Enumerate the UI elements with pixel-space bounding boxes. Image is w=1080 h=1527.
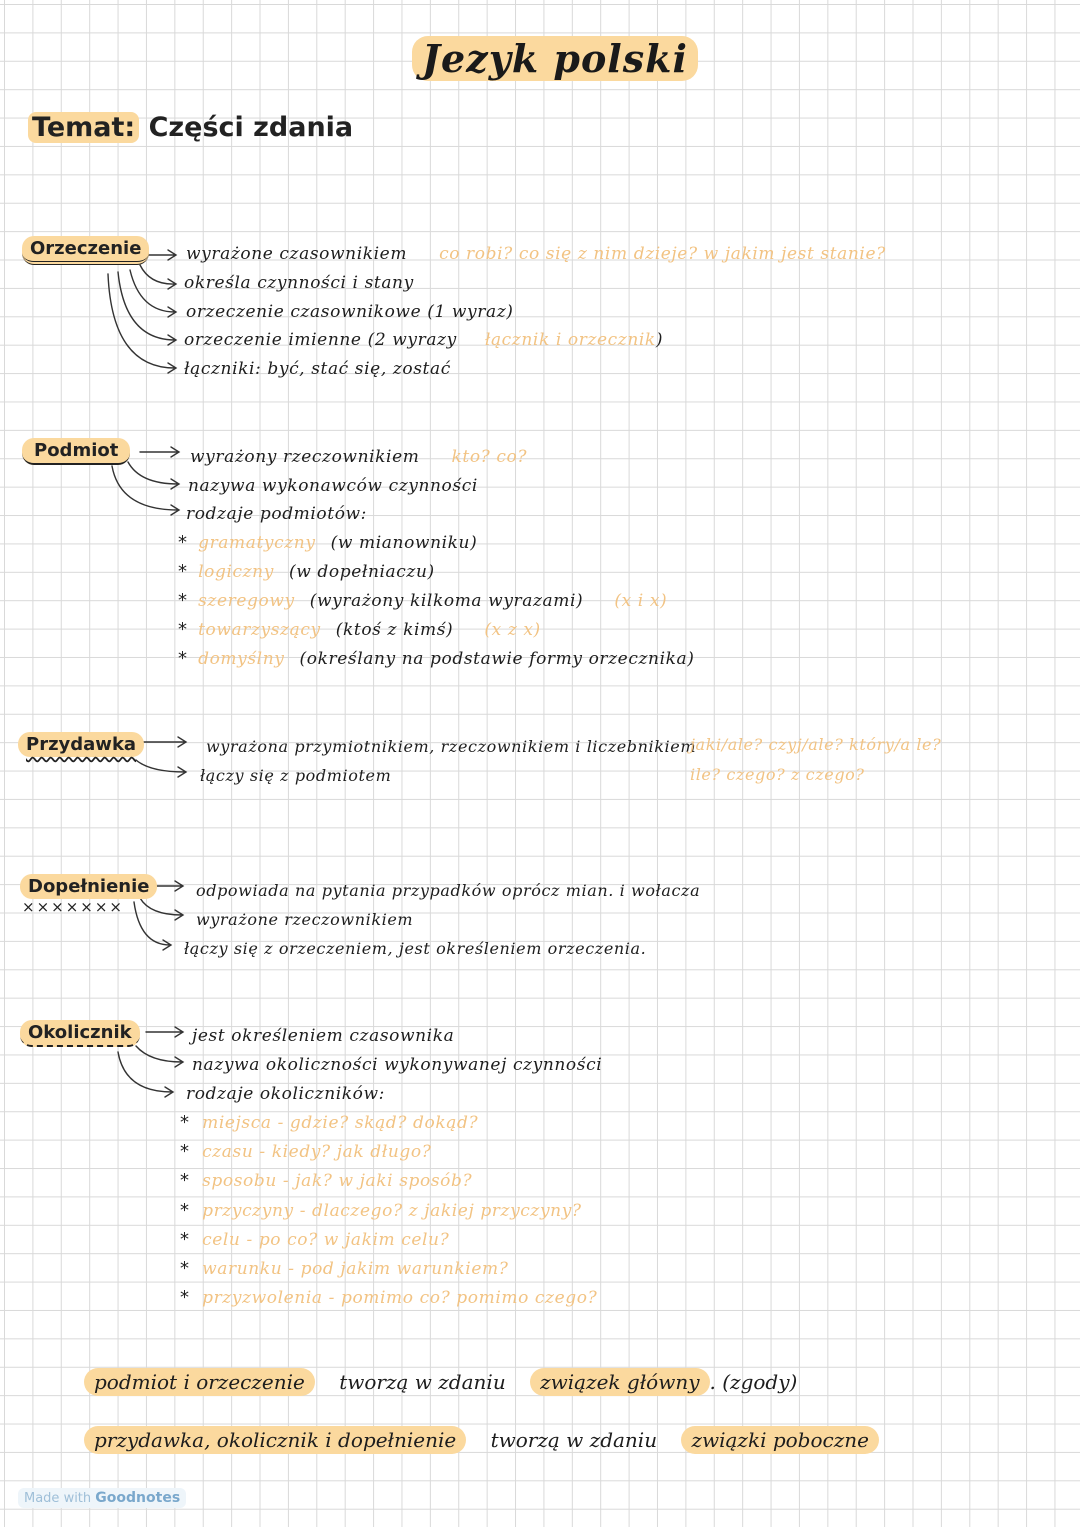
podmiot-type-item [178,648,694,677]
przydawka-line-1: wyrażona przymiotnikiem, rzeczownikiem i liczebnikiem [206,737,697,756]
summary-line-1 [84,1370,797,1394]
okolicznik-line-2: nazywa okoliczności wykonywanej czynności [192,1055,603,1075]
podmiot-type-desc: (określany na podstawie formy orzecznika) [299,649,695,669]
przydawka-line-2: łączy się z podmiotem [200,766,392,785]
bullet-star-icon: * [180,1257,189,1279]
summary-1-middle: tworzą w zdaniu [339,1370,506,1394]
podmiot-label: Podmiot [22,438,130,465]
okolicznik-type-item [180,1112,597,1141]
orzeczenie-line-3: orzeczenie czasownikowe (1 wyraz) [186,302,514,322]
bullet-star-icon: * [180,1199,189,1221]
okolicznik-type-item [180,1229,597,1258]
podmiot-line-1 [190,447,527,467]
summary-1-subject: podmiot i orzeczenie [84,1368,315,1396]
okolicznik-type-item [180,1287,597,1316]
podmiot-type-desc: (w dopełniaczu) [289,562,435,582]
przydawka-label: Przydawka [18,732,144,757]
orzeczenie-line-2: określa czynności i stany [184,273,414,293]
watermark-brand: Goodnotes [95,1490,181,1506]
okolicznik-type-text: przyczyny - dlaczego? z jakiej przyczyny? [202,1200,582,1221]
podmiot-line-3: rodzaje podmiotów: [186,504,368,524]
goodnotes-watermark [18,1488,186,1508]
okolicznik-label: Okolicznik [20,1020,140,1047]
bullet-star-icon: * [178,532,187,553]
section-podmiot [22,440,130,461]
dopelnienie-line-1: odpowiada na pytania przypadków oprócz mian. i wołacza [196,881,701,900]
podmiot-line-1-hint: kto? co? [451,447,528,467]
bullet-star-icon: * [180,1112,189,1133]
podmiot-type-item [178,590,694,619]
podmiot-types-list [178,532,694,677]
podmiot-line-1-text: wyrażony rzeczownikiem [190,447,420,467]
przydawka-line-1-hint: jaki/ale? czyj/ale? który/a le? [690,735,942,754]
summary-1-relation: związek główny [530,1368,709,1396]
bullet-star-icon: * [178,648,187,669]
dopelnienie-line-2: wyrażone rzeczownikiem [196,910,414,929]
dopelnienie-cross-marks: ××××××× [22,898,124,916]
bullet-star-icon: * [178,619,187,640]
podmiot-line-2: nazywa wykonawców czynności [188,476,478,496]
bullet-star-icon: * [178,561,187,582]
summary-1-tail: . (zgody) [709,1370,798,1394]
podmiot-type-name: logiczny [198,562,274,582]
podmiot-type-hint: (x i x) [614,591,668,611]
podmiot-type-desc: (w mianowniku) [330,533,478,553]
podmiot-type-item [178,561,694,590]
topic-label: Temat: [28,112,139,143]
podmiot-type-hint: (x z x) [484,620,541,640]
okolicznik-type-item [180,1141,597,1170]
okolicznik-type-text: miejsca - gdzie? skąd? dokąd? [202,1113,479,1133]
podmiot-type-name: domyślny [198,649,285,669]
summary-2-relation: związki poboczne [681,1426,879,1454]
przydawka-line-2-hint: ile? czego? z czego? [690,765,865,784]
bullet-star-icon: * [180,1170,189,1192]
okolicznik-types-list [180,1112,597,1316]
orzeczenie-line-1-text: wyrażone czasownikiem [186,244,408,264]
podmiot-type-item [178,619,694,648]
podmiot-type-name: gramatyczny [198,533,316,553]
orzeczenie-line-4-tail: ) [655,330,664,350]
orzeczenie-line-5: łączniki: być, stać się, zostać [184,359,451,379]
orzeczenie-line-1 [186,244,886,264]
okolicznik-type-text: czasu - kiedy? jak długo? [202,1142,432,1163]
bullet-star-icon: * [180,1228,189,1250]
okolicznik-type-text: przyzwolenia - pomimo co? pomimo czego? [202,1288,598,1309]
bullet-star-icon: * [180,1141,189,1163]
okolicznik-type-item [180,1258,597,1287]
orzeczenie-label: Orzeczenie [22,236,149,265]
page-title: Jezyk polski [412,36,698,81]
okolicznik-line-3: rodzaje okoliczników: [186,1084,385,1104]
section-dopelnienie [20,876,157,897]
bullet-star-icon: * [178,590,187,611]
bullet-star-icon: * [180,1287,189,1309]
section-okolicznik [20,1022,140,1043]
okolicznik-type-item [180,1170,597,1199]
summary-2-middle: tworzą w zdaniu [490,1428,658,1452]
podmiot-type-name: szeregowy [198,591,295,611]
orzeczenie-line-4-hint: łącznik i orzecznik [484,330,656,350]
okolicznik-type-text: sposobu - jak? w jaki sposób? [202,1171,473,1192]
topic-heading [28,112,353,143]
dopelnienie-label: Dopełnienie [20,874,157,899]
summary-line-2 [84,1428,879,1452]
orzeczenie-line-4-text: orzeczenie imienne (2 wyrazy [184,330,457,350]
okolicznik-type-text: warunku - pod jakim warunkiem? [202,1258,509,1279]
podmiot-type-desc: (ktoś z kimś) [335,620,454,640]
orzeczenie-line-4 [184,330,663,350]
okolicznik-line-1: jest określeniem czasownika [192,1026,455,1046]
summary-2-subject: przydawka, okolicznik i dopełnienie [84,1426,466,1454]
okolicznik-type-item [180,1200,597,1229]
orzeczenie-line-1-hint: co robi? co się z nim dzieje? w jakim jest stanie? [439,244,886,264]
podmiot-type-name: towarzyszący [198,620,321,640]
section-przydawka [18,734,144,755]
podmiot-type-item [178,532,694,561]
topic-value: Części zdania [148,112,354,143]
watermark-prefix: Made with [24,1491,92,1506]
dopelnienie-line-3: łączy się z orzeczeniem, jest określeniem orzeczenia. [184,939,647,958]
okolicznik-type-text: celu - po co? w jakim celu? [202,1229,450,1250]
section-orzeczenie [22,238,149,259]
podmiot-type-desc: (wyrażony kilkoma wyrazami) [309,591,584,611]
